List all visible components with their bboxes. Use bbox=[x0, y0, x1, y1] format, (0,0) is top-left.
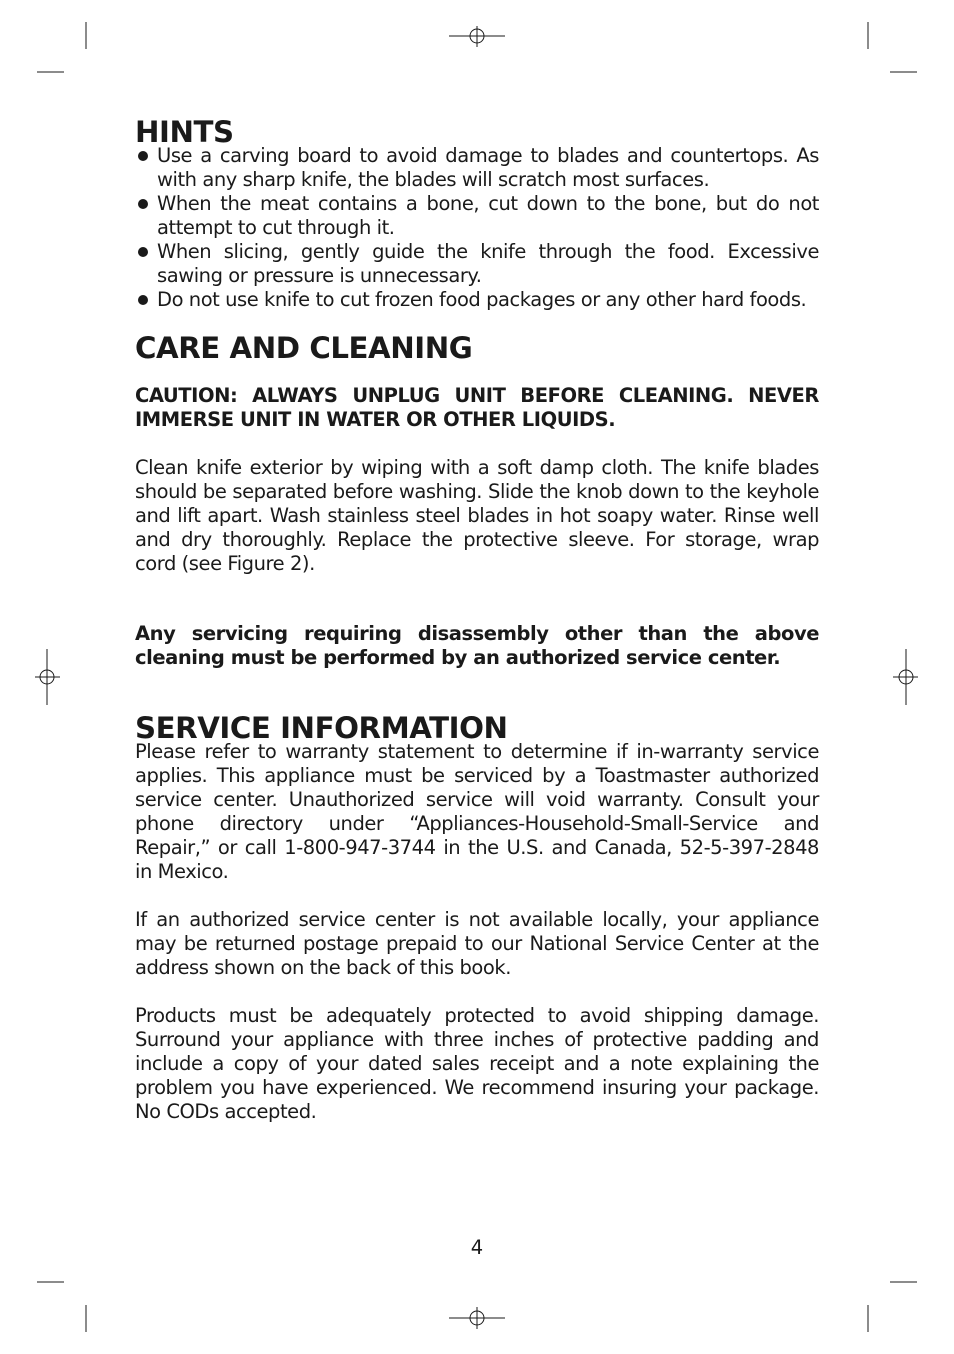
care-and-cleaning-heading: CARE AND CLEANING bbox=[135, 331, 473, 365]
hint-item: When the meat contains a bone, cut down to the bone, but do not attempt to cut through it. bbox=[135, 192, 819, 240]
hint-item: Use a carving board to avoid damage to blades and countertops. As with any sharp knife, the blades will scratch most surfaces. bbox=[135, 144, 819, 192]
service-paragraph: If an authorized service center is not available locally, your appliance may be returned postage prepaid to our National Service Center at the address shown on the back of this book. bbox=[135, 908, 819, 979]
servicing-note: Any servicing requiring disassembly other than the above cleaning must be performed by an authorized service center. bbox=[135, 622, 819, 669]
registration-mark-bottom bbox=[449, 1307, 505, 1329]
service-information-heading: SERVICE INFORMATION bbox=[135, 711, 508, 745]
hints-heading: HINTS bbox=[135, 115, 234, 149]
page-number: 4 bbox=[470, 1236, 484, 1259]
registration-mark-top bbox=[449, 26, 505, 47]
manual-page-content bbox=[135, 115, 819, 1124]
service-paragraph: Please refer to warranty statement to determine if in-warranty service applies. This appliance must be serviced by a Toastmaster authorized service center. Unauthorized service will void warranty. Consult your phone directory under “Appliances-Household-Small-Service and Repair,” or call 1-800-947-3744 in the U.S. and Canada, 52-5-397-2848 in Mexico. bbox=[135, 740, 819, 883]
hint-item: Do not use knife to cut frozen food packages or any other hard foods. bbox=[135, 288, 819, 312]
registration-mark-left bbox=[35, 649, 60, 705]
caution-warning: CAUTION: ALWAYS UNPLUG UNIT BEFORE CLEANING. NEVER IMMERSE UNIT IN WATER OR OTHER LIQUIDS. bbox=[135, 384, 819, 431]
service-paragraph: Products must be adequately protected to avoid shipping damage. Surround your appliance with three inches of protective padding and include a copy of your dated sales receipt and a note explaining the problem you have experienced. We recommend insuring your package. No CODs accepted. bbox=[135, 1004, 819, 1123]
hints-list bbox=[135, 144, 819, 312]
hint-item: When slicing, gently guide the knife through the food. Excessive sawing or pressure is unnecessary. bbox=[135, 240, 819, 288]
cleaning-instructions: Clean knife exterior by wiping with a soft damp cloth. The knife blades should be separated before washing. Slide the knob down to the keyhole and lift apart. Wash stainless steel blades in hot soapy water. Rinse well and dry thoroughly. Replace the protective sleeve. For storage, wrap cord (see Figure 2). bbox=[135, 456, 819, 575]
registration-mark-right bbox=[893, 649, 918, 705]
